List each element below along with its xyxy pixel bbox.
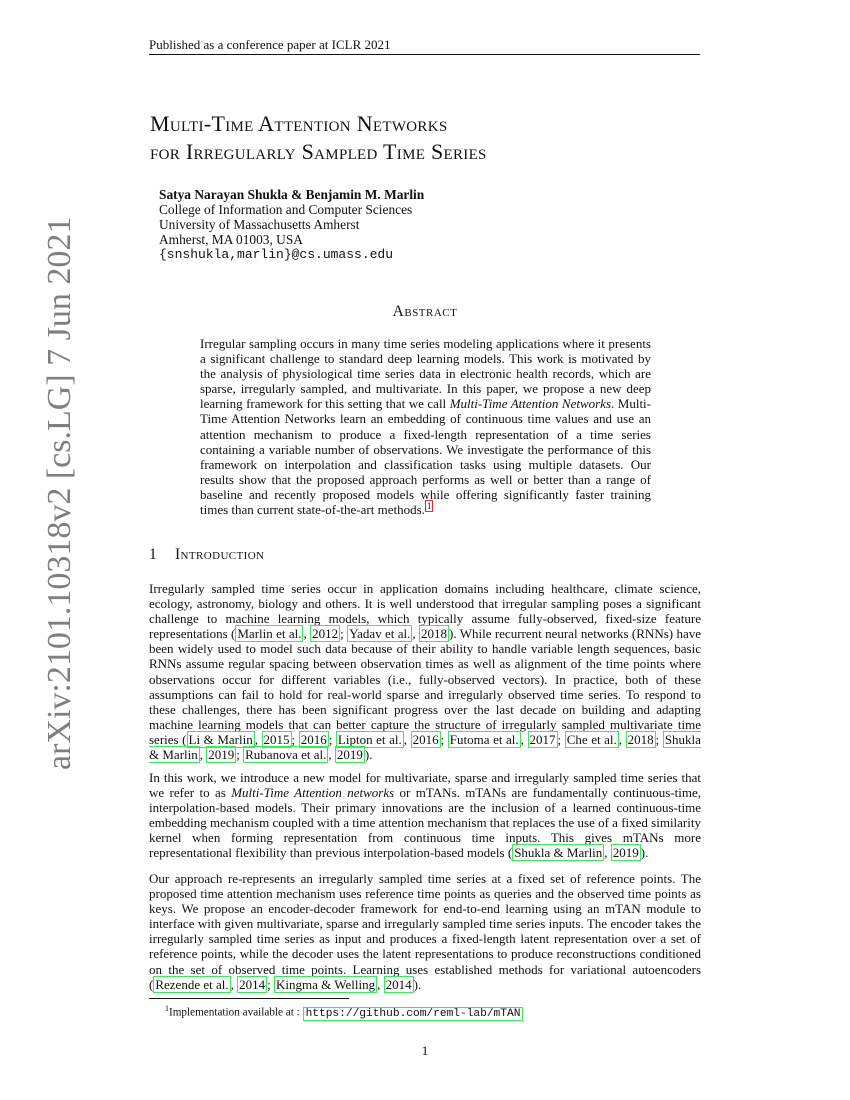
- paper-title: [150, 110, 710, 166]
- section-title: Introduction: [175, 546, 265, 563]
- citation-link[interactable]: Futoma et al.: [449, 731, 519, 747]
- citation-link[interactable]: 2012: [312, 626, 339, 642]
- repository-link[interactable]: https://github.com/reml-lab/mTAN: [303, 1007, 524, 1021]
- footnote-text: Implementation available at :: [169, 1006, 303, 1019]
- author-email: {snshukla,marlin}@cs.umass.edu: [159, 247, 394, 262]
- section-heading: [149, 546, 264, 564]
- citation-link[interactable]: 2019: [208, 747, 235, 763]
- paragraph-text: In this work, we introduce a new model for multivariate, sparse and irregularly sampled time series that we refer to as: [149, 770, 701, 801]
- intro-paragraph-1: Irregularly sampled time series occur in application domains including healthcare, climate science, ecology, astronomy, biology and others. It is well understood that irregular sampling poses a significant challenge to machine learning models, which typically assume fully-observed, fixed-size feature representations ( Marlin et al. , 2012 ; Yadav et al. , 2018 ). While recurrent neural networks (RNNs) have been widely used to model such data because of their ability to handle variable length sequences, basic RNNs assume regular spacing between observation times as well as alignment of the time points where observations occur for different variables (i.e., fully-observed vectors). In practice, both of these assumptions can fail to hold for real-world sparse and irregularly observed time series. To respond to these challenges, there has been significant progress over the last decade on building and adapting machine learning models that can better capture the structure of irregularly sampled multivariate time series ( Li & Marlin , 2015 ; 2016 ; Lipton et al. , 2016 ; Futoma et al. , 2017 ; Che et al. , 2018 ; Shukla & Marlin , 2019 ; Rubanova et al. , 2019 ).: [149, 581, 701, 763]
- citation-link[interactable]: 2016: [300, 731, 327, 747]
- paragraph-text: ).: [413, 976, 422, 992]
- title-line-1: Multi-Time Attention Networks: [150, 111, 448, 136]
- section-number: 1: [149, 546, 158, 563]
- abstract-emphasis: Multi-Time Attention Networks: [449, 396, 612, 412]
- citation-link[interactable]: Shukla & Marlin: [149, 731, 701, 763]
- abstract-text-end: . Multi-Time Attention Networks learn an embedding of continuous time values and use an attention mechanism to produce a fixed-length representation of a time series containing a variable number of observations. We investigate the performance of this framework on interpolation and classification tasks using multiple datasets. Our results show that the proposed approach performs as well or better than a range of baseline and recently proposed models while offering significantly faster training times than current state-of-the-art methods.: [200, 396, 651, 518]
- abstract-heading: Abstract: [392, 303, 458, 320]
- footnote-number: 1: [165, 1004, 169, 1013]
- header-rule: [149, 54, 700, 55]
- citation-link[interactable]: 2015: [263, 731, 290, 747]
- paragraph-emphasis: Multi-Time Attention networks: [231, 785, 395, 801]
- citation-link[interactable]: 2014: [385, 976, 412, 992]
- abstract-text: Irregular sampling occurs in many time series modeling applications where it presents a significant challenge to standard deep learning models. This work is motivated by the analysis of physiological time series data in electronic health records, which are sparse, irregularly sampled, and multivariate. In this paper, we propose a new deep learning framework for this setting that we call: [200, 336, 651, 412]
- citation-link[interactable]: Yadav et al.: [349, 626, 411, 642]
- paragraph-text: ). While recurrent neural networks (RNNs) have been widely used to model such data because of their ability to handle variable length sequences, basic RNNs assume regular spacing between observation times as well as alignment of the time points where observations occur for different variables (i.e., fully-observed vectors). In practice, both of these assumptions can fail to hold for real-world sparse and irregularly observed time series. To respond to these challenges, there has been significant progress over the last decade on building and adapting machine learning models that can better capture the structure of irregularly sampled multivariate time series (: [149, 626, 701, 747]
- footnote-rule: [149, 998, 349, 999]
- author-address: Amherst, MA 01003, USA: [159, 232, 303, 247]
- paragraph-text: ).: [640, 845, 649, 861]
- author-university: University of Massachusetts Amherst: [159, 217, 360, 232]
- title-line-2: for Irregularly Sampled Time Series: [150, 139, 487, 164]
- arxiv-identifier: arXiv:2101.10318v2 [cs.LG] 7 Jun 2021: [41, 216, 78, 770]
- citation-link[interactable]: 2017: [529, 731, 556, 747]
- citation-link[interactable]: Marlin et al.: [237, 626, 302, 642]
- citation-link[interactable]: 2018: [421, 626, 448, 642]
- citation-link[interactable]: Rubanova et al.: [245, 747, 327, 763]
- citation-link[interactable]: 2014: [239, 976, 266, 992]
- citation-link[interactable]: Che et al.: [566, 731, 617, 747]
- citation-link[interactable]: 2019: [336, 747, 363, 763]
- author-department: College of Information and Computer Sciences: [159, 202, 413, 217]
- abstract-body: [200, 336, 651, 517]
- paragraph-text: Irregularly sampled time series occur in application domains including healthcare, climate science, ecology, astronomy, biology and others. It is well understood that irregular sampling poses a significant challenge to machine learning models, which typically assume fully-observed, fixed-size feature representations (: [149, 581, 701, 642]
- paragraph-text: Our approach re-represents an irregularly sampled time series at a fixed set of reference points. The proposed time attention mechanism uses reference time points as queries and the observed time points as keys. We propose an encoder-decoder framework for end-to-end learning using an mTAN module to interface with given multivariate, sparse and irregularly sampled time series inputs. The encoder takes the irregularly sampled time series as input and produces a fixed-length latent representation over a set of reference points, while the decoder uses the latent representations to produce reconstructions conditioned on the set of observed time points. Learning uses established methods for variational autoencoders (: [149, 871, 701, 992]
- intro-paragraph-3: Our approach re-represents an irregularly sampled time series at a fixed set of reference points. The proposed time attention mechanism uses reference time points as queries and the observed time points as keys. We propose an encoder-decoder framework for end-to-end learning using an mTAN module to interface with given multivariate, sparse and irregularly sampled time series inputs. The encoder takes the irregularly sampled time series as input and produces a fixed-length latent representation over a set of reference points, while the decoder uses the latent representations to produce reconstructions conditioned on the set of observed time points. Learning uses established methods for variational autoencoders ( Rezende et al. , 2014 ; Kingma & Welling , 2014 ).: [149, 871, 701, 992]
- citation-link[interactable]: 2018: [627, 731, 654, 747]
- citation-link[interactable]: 2019: [612, 845, 639, 861]
- citation-link[interactable]: 2016: [412, 731, 439, 747]
- citation-link[interactable]: Li & Marlin: [188, 731, 253, 747]
- author-block: [159, 187, 424, 262]
- citation-link[interactable]: Kingma & Welling: [275, 976, 376, 992]
- paragraph-text: ).: [364, 747, 373, 763]
- citation-link[interactable]: Shukla & Marlin: [514, 845, 603, 861]
- page-number: 1: [421, 1043, 429, 1058]
- footnote-link[interactable]: 1: [426, 500, 432, 511]
- intro-paragraph-2: In this work, we introduce a new model for multivariate, sparse and irregularly sampled time series that we refer to as Multi-Time Attention networks or mTANs. mTANs are fundamentally continuous-time, interpolation-based models. Their primary innovations are the inclusion of a learned continuous-time embedding mechanism coupled with a time attention mechanism that replaces the use of a fixed similarity kernel when forming representation from continuous time inputs. This gives mTANs more representational flexibility than previous interpolation-based models ( Shukla & Marlin , 2019 ).: [149, 770, 701, 861]
- author-names: Satya Narayan Shukla & Benjamin M. Marlin: [159, 187, 425, 202]
- footnote: [165, 1002, 523, 1021]
- running-header: Published as a conference paper at ICLR 2021: [149, 37, 391, 52]
- citation-link[interactable]: Rezende et al.: [155, 976, 229, 992]
- citation-link[interactable]: Lipton et al.: [337, 731, 402, 747]
- paragraph-text: or mTANs. mTANs are fundamentally continuous-time, interpolation-based models. Their primary innovations are the inclusion of a learned continuous-time embedding mechanism coupled with a time attention mechanism that replaces the use of a fixed similarity kernel when forming representation from continuous time inputs. This gives mTANs more representational flexibility than previous interpolation-based models (: [149, 785, 701, 861]
